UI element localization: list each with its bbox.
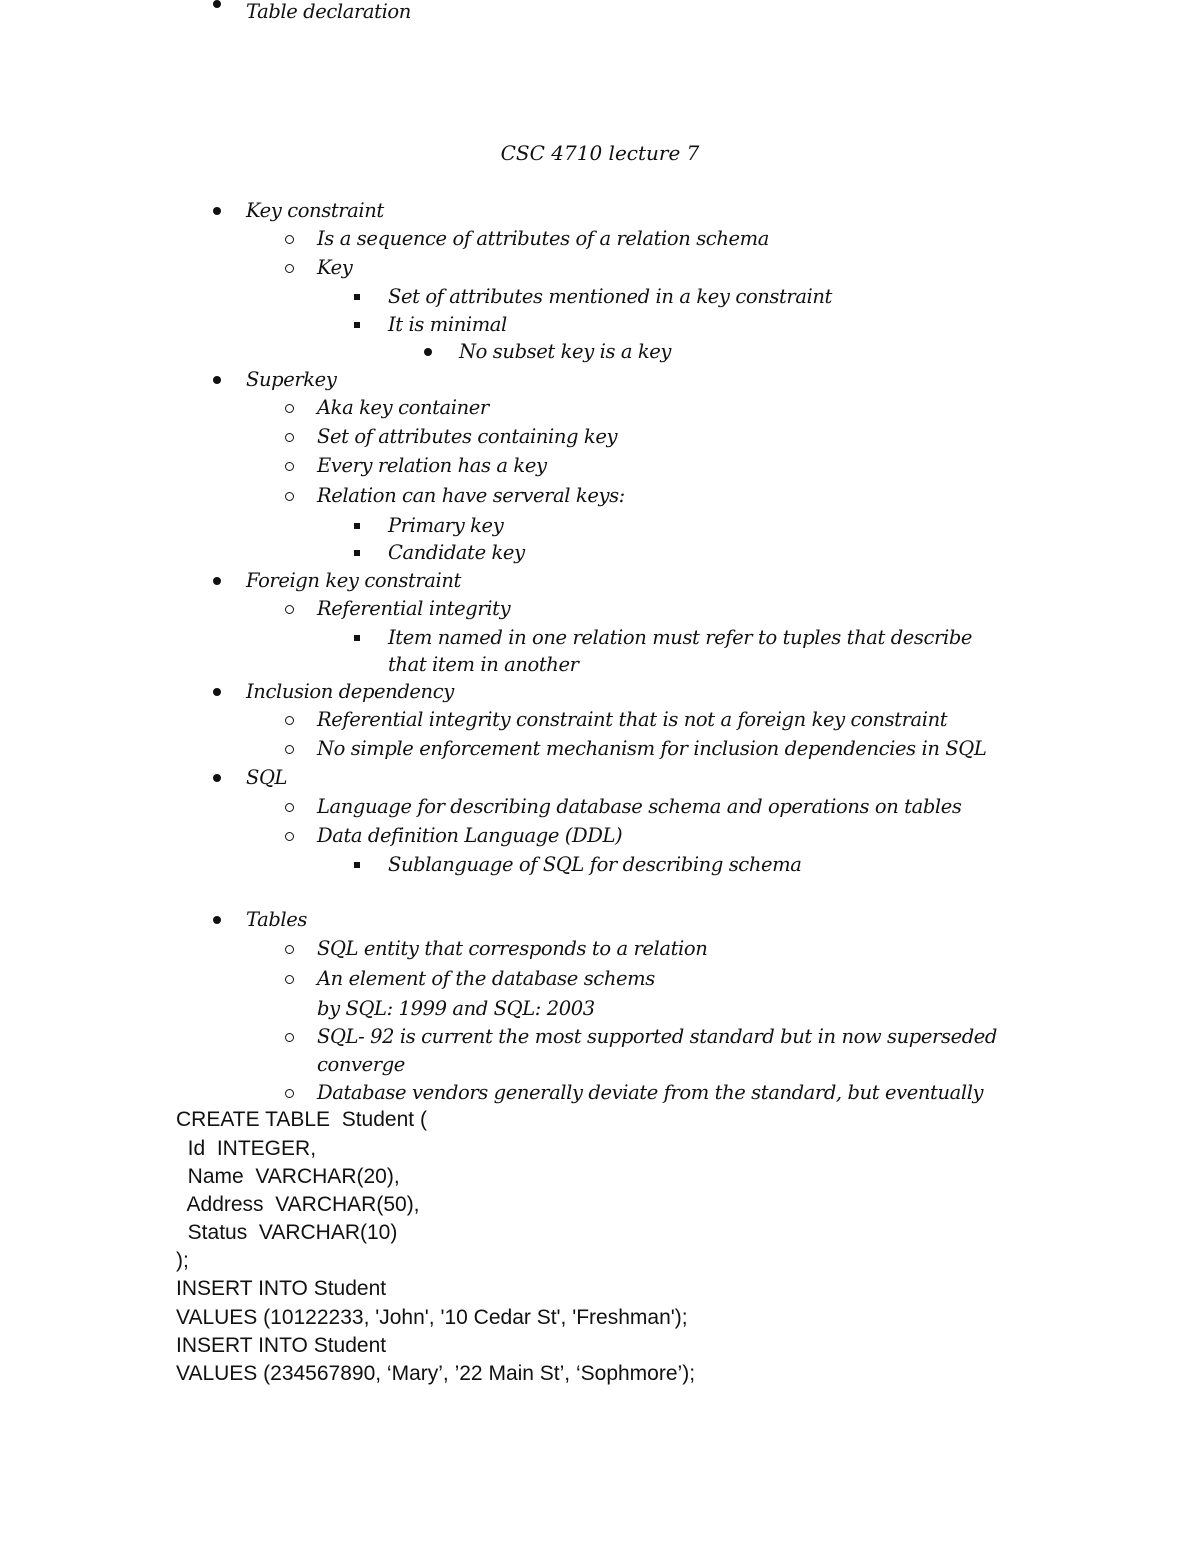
code-line: Status VARCHAR(10) bbox=[176, 1221, 398, 1244]
bullet-circle-icon bbox=[285, 945, 294, 954]
bullet-circle-icon bbox=[285, 605, 294, 614]
bullet-dot-icon bbox=[213, 916, 221, 924]
bullet-item-l3: Candidate key bbox=[388, 541, 525, 564]
bullet-circle-icon bbox=[285, 462, 294, 471]
bullet-item-l1: Key constraint bbox=[246, 199, 384, 222]
bullet-item-l2: Key bbox=[317, 256, 353, 279]
bullet-dot-icon bbox=[424, 348, 432, 356]
bullet-square-icon bbox=[354, 523, 360, 529]
bullet-circle-icon bbox=[285, 235, 294, 244]
bullet-item-l2: No simple enforcement mechanism for inclusion dependencies in SQL bbox=[317, 737, 987, 760]
bullet-item-continuation: converge bbox=[317, 1053, 405, 1076]
bullet-item-l2: Aka key container bbox=[317, 396, 489, 419]
code-line: VALUES (10122233, 'John', '10 Cedar St', 'Freshman'); bbox=[176, 1306, 688, 1329]
bullet-item-l2: Set of attributes containing key bbox=[317, 425, 618, 448]
bullet-item-l2: Is a sequence of attributes of a relation schema bbox=[317, 227, 769, 250]
code-line: Address VARCHAR(50), bbox=[176, 1193, 420, 1216]
bullet-item-l2: Data definition Language (DDL) bbox=[317, 824, 623, 847]
bullet-circle-icon bbox=[285, 803, 294, 812]
bullet-dot-icon bbox=[213, 376, 221, 384]
bullet-item-l2: SQL- 92 is current the most supported standard but in now superseded bbox=[317, 1025, 998, 1048]
bullet-circle-icon bbox=[285, 404, 294, 413]
bullet-item-l2: Relation can have serveral keys: bbox=[317, 484, 625, 507]
bullet-dot-icon bbox=[213, 577, 221, 585]
code-line: INSERT INTO Student bbox=[176, 1334, 387, 1357]
bullet-item-l3: Item named in one relation must refer to tuples that describe bbox=[388, 626, 973, 649]
bullet-item-l2: An element of the database schems bbox=[317, 967, 655, 990]
bullet-circle-icon bbox=[285, 975, 294, 984]
bullet-circle-icon bbox=[285, 433, 294, 442]
bullet-item-l2: Referential integrity constraint that is not a foreign key constraint bbox=[317, 708, 948, 731]
bullet-circle-icon bbox=[285, 1089, 294, 1098]
bullet-item-l1: Tables bbox=[246, 908, 307, 931]
code-line: Id INTEGER, bbox=[176, 1137, 317, 1160]
bullet-item-l3: It is minimal bbox=[388, 313, 507, 336]
bullet-item-continuation: that item in another bbox=[388, 653, 579, 676]
bullet-item-l1: Inclusion dependency bbox=[246, 680, 454, 703]
bullet-dot-icon bbox=[213, 207, 221, 215]
bullet-dot-icon bbox=[213, 688, 221, 696]
bullet-item-l3: Primary key bbox=[388, 514, 504, 537]
bullet-item-l4: No subset key is a key bbox=[459, 340, 672, 363]
bullet-square-icon bbox=[354, 862, 360, 868]
bullet-item-l1: Table declaration bbox=[246, 0, 411, 23]
page-title: CSC 4710 lecture 7 bbox=[500, 141, 700, 165]
bullet-item-l2: SQL entity that corresponds to a relation bbox=[317, 937, 708, 960]
bullet-circle-icon bbox=[285, 1033, 294, 1042]
bullet-circle-icon bbox=[285, 716, 294, 725]
bullet-item-continuation: by SQL: 1999 and SQL: 2003 bbox=[317, 997, 595, 1020]
bullet-circle-icon bbox=[285, 492, 294, 501]
bullet-dot-icon bbox=[213, 774, 221, 782]
bullet-item-l3: Set of attributes mentioned in a key constraint bbox=[388, 285, 832, 308]
bullet-dot-icon bbox=[213, 0, 221, 8]
bullet-square-icon bbox=[354, 635, 360, 641]
bullet-square-icon bbox=[354, 294, 360, 300]
code-line: Name VARCHAR(20), bbox=[176, 1165, 400, 1188]
bullet-square-icon bbox=[354, 322, 360, 328]
code-line: ); bbox=[176, 1249, 189, 1272]
bullet-item-l1: Foreign key constraint bbox=[246, 569, 461, 592]
bullet-item-l1: Superkey bbox=[246, 368, 337, 391]
bullet-circle-icon bbox=[285, 832, 294, 841]
code-line: CREATE TABLE Student ( bbox=[176, 1108, 427, 1131]
bullet-item-l2: Language for describing database schema and operations on tables bbox=[317, 795, 962, 818]
bullet-item-l2: Referential integrity bbox=[317, 597, 511, 620]
bullet-item-l3: Sublanguage of SQL for describing schema bbox=[388, 853, 802, 876]
code-line: VALUES (234567890, ‘Mary’, ’22 Main St’, ‘Sophmore’); bbox=[176, 1362, 696, 1385]
code-line: INSERT INTO Student bbox=[176, 1277, 387, 1300]
bullet-item-l2: Every relation has a key bbox=[317, 454, 547, 477]
bullet-item-l2: Database vendors generally deviate from the standard, but eventually bbox=[317, 1081, 984, 1104]
bullet-item-l1: SQL bbox=[246, 766, 288, 789]
bullet-circle-icon bbox=[285, 264, 294, 273]
bullet-circle-icon bbox=[285, 745, 294, 754]
bullet-square-icon bbox=[354, 550, 360, 556]
